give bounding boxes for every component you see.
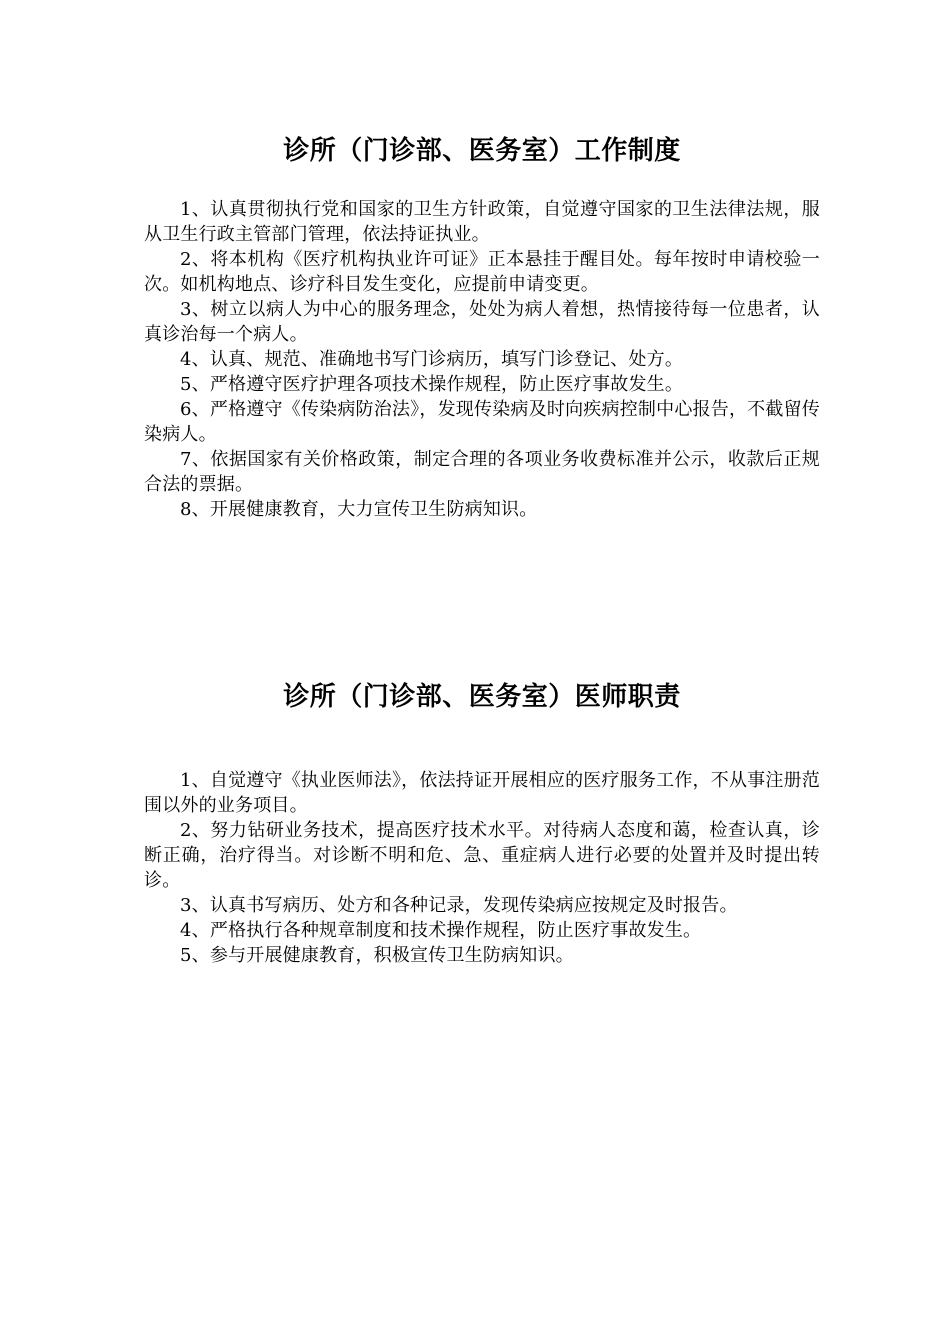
work-rule-item: 5、严格遵守医疗护理各项技术操作规程，防止医疗事故发生。 [180,374,684,395]
work-rules-title: 诊所（门诊部、医务室）工作制度 [283,136,681,166]
doctor-duties-section [144,679,820,968]
doctor-duty-item: 4、严格执行各种规章制度和技术操作规程，防止医疗事故发生。 [180,920,702,941]
work-rules-section [144,133,820,522]
doctor-duty-item: 5、参与开展健康教育，积极宣传卫生防病知识。 [180,945,574,966]
doctor-duty-item: 3、认真书写病历、处方和各种记录，发现传染病应按规定及时报告。 [180,895,738,916]
work-rule-item: 8、开展健康教育，大力宣传卫生防病知识。 [180,499,538,520]
doctor-duty-item: 1、自觉遵守《执业医师法》，依法持证开展相应的医疗服务工作，不从事注册范围以外的业务项目。 [144,770,820,816]
doctor-duties-title: 诊所（门诊部、医务室）医师职责 [283,682,681,712]
work-rule-item: 4、认真、规范、准确地书写门诊病历，填写门诊登记、处方。 [180,349,684,370]
work-rule-item: 1、认真贯彻执行党和国家的卫生方针政策，自觉遵守国家的卫生法律法规，服从卫生行政主管部门管理，依法持证执业。 [144,199,820,245]
work-rule-item: 6、严格遵守《传染病防治法》，发现传染病及时向疾病控制中心报告，不截留传染病人。 [144,399,820,445]
doctor-duty-item: 2、努力钻研业务技术，提高医疗技术水平。对待病人态度和蔼，检查认真，诊断正确，治疗得当。对诊断不明和危、急、重症病人进行必要的处置并及时提出转诊。 [144,820,820,891]
work-rule-item: 3、树立以病人为中心的服务理念，处处为病人着想，热情接待每一位患者，认真诊治每一个病人。 [144,299,820,345]
work-rule-item: 2、将本机构《医疗机构执业许可证》正本悬挂于醒目处。每年按时申请校验一次。如机构地点、诊疗科目发生变化，应提前申请变更。 [144,249,820,295]
work-rule-item: 7、依据国家有关价格政策，制定合理的各项业务收费标准并公示，收款后正规合法的票据。 [144,449,820,495]
